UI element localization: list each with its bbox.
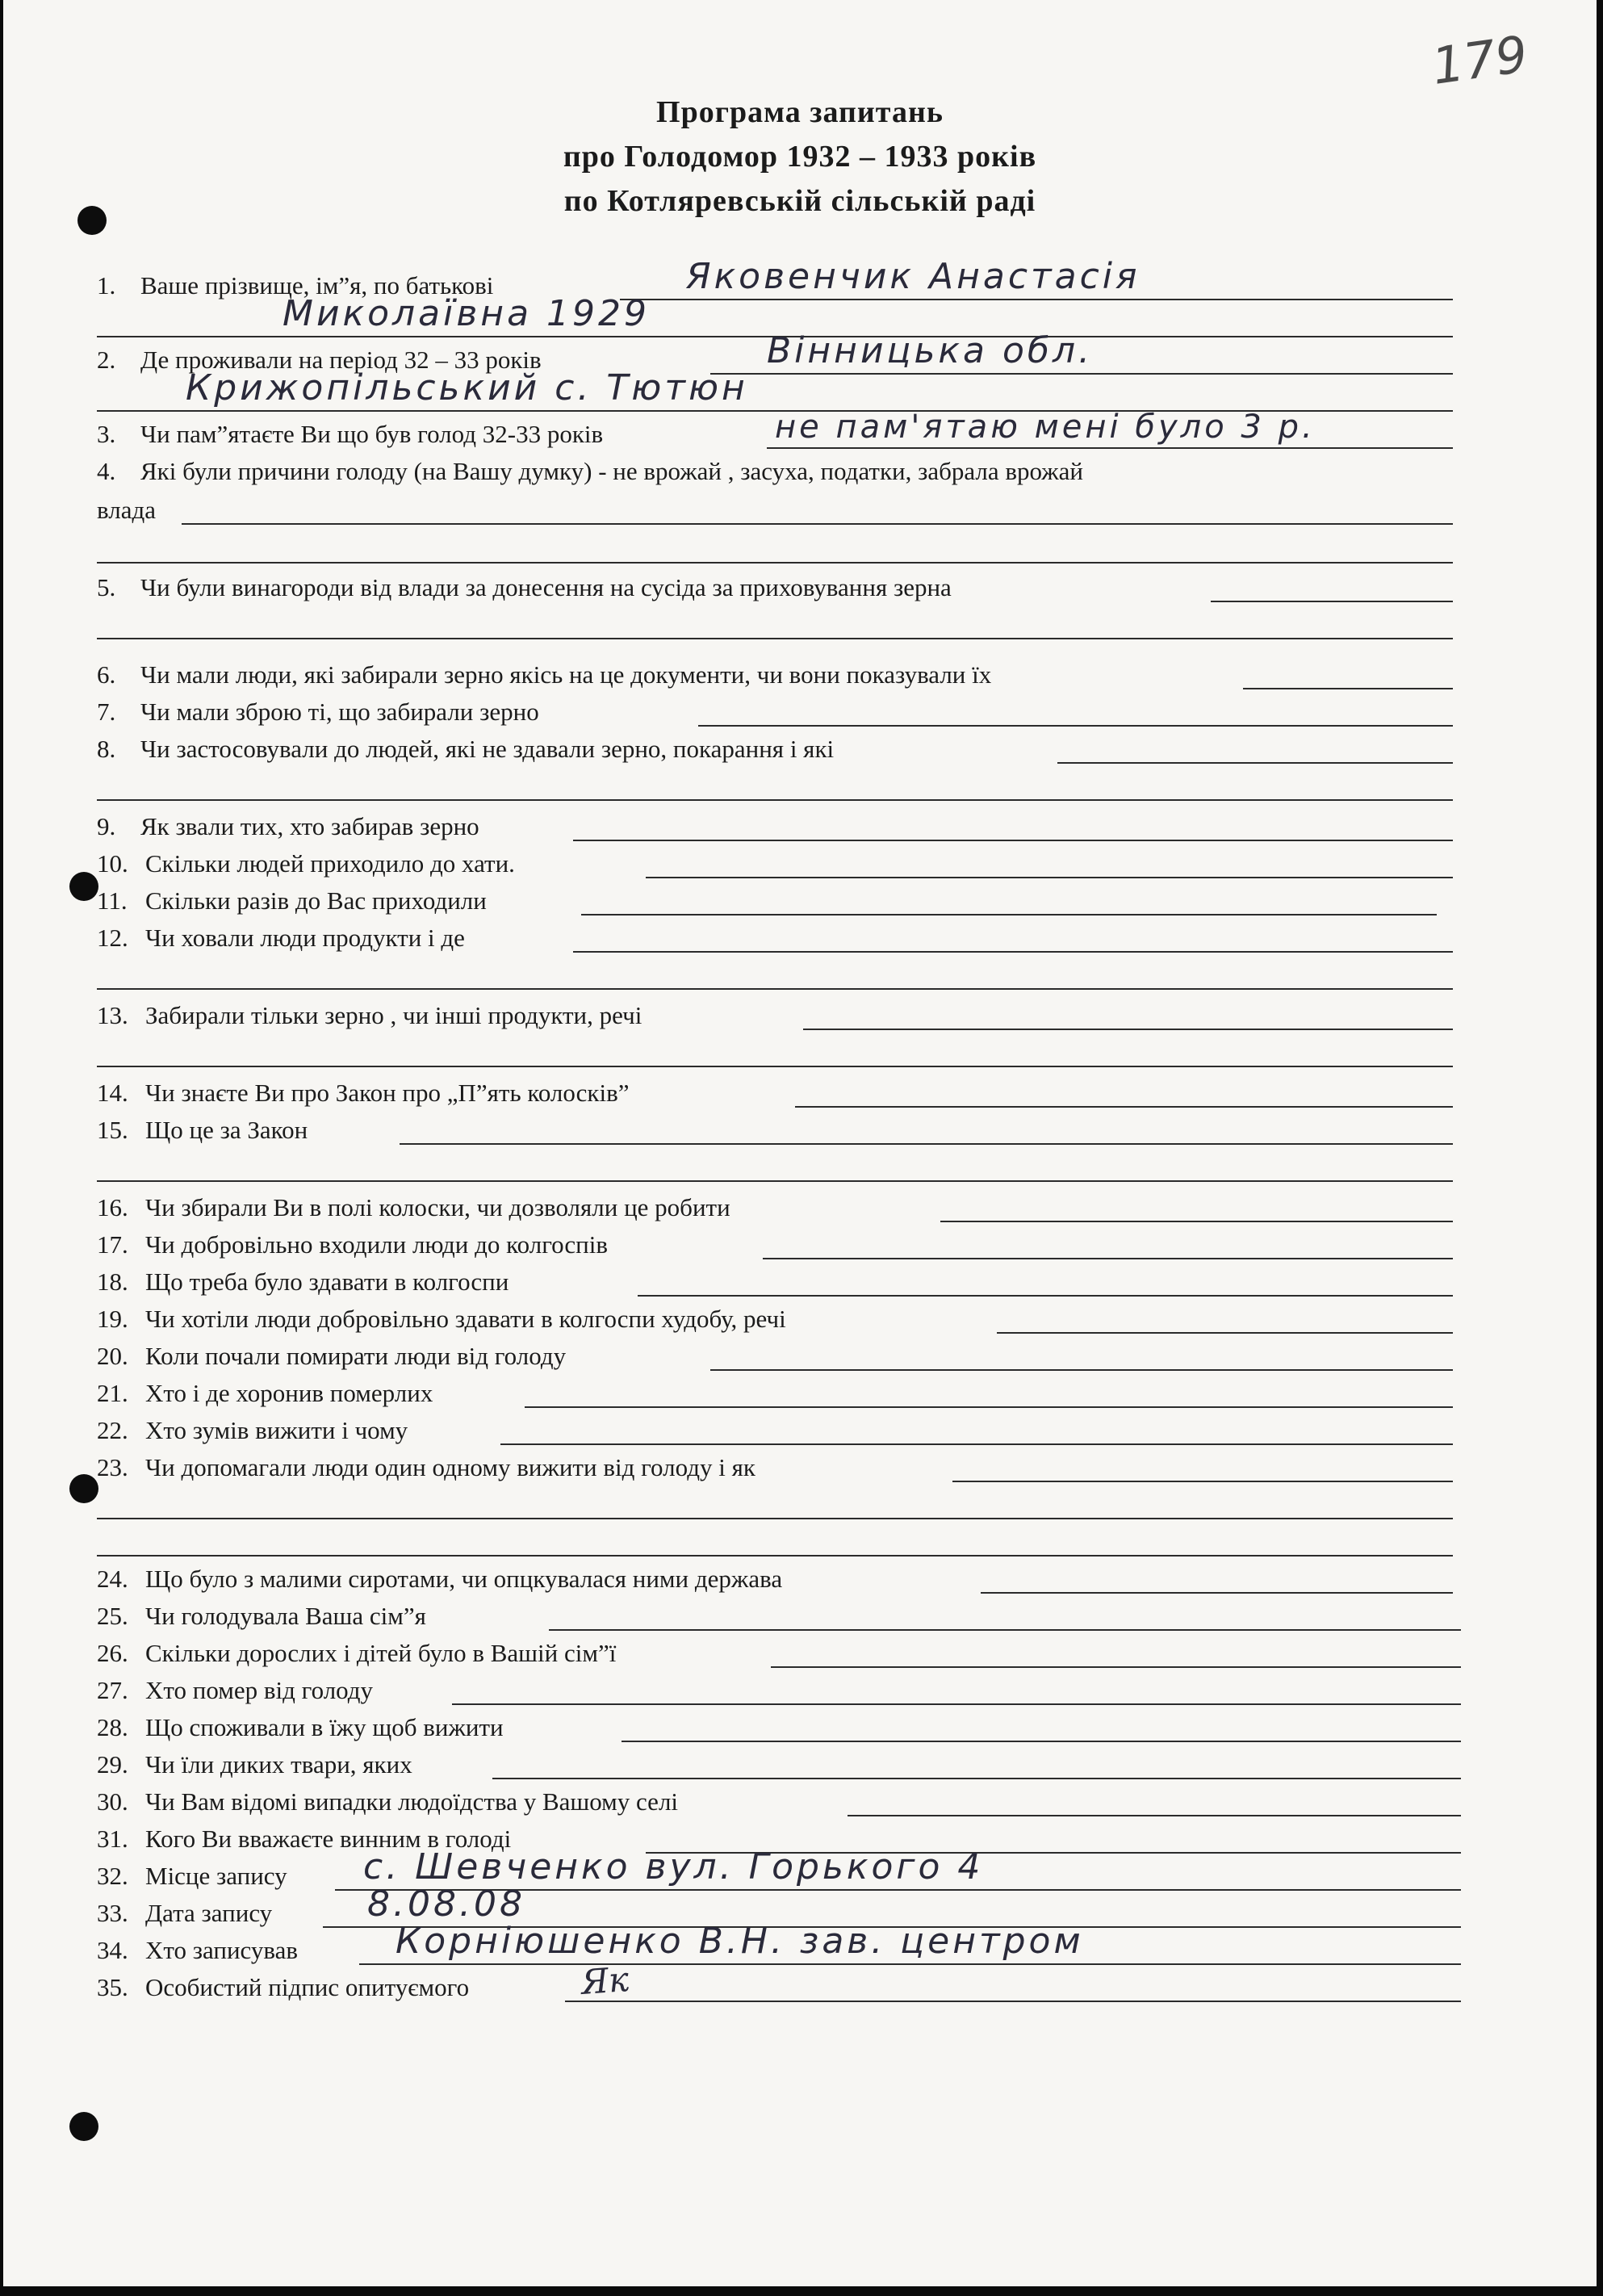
punch-hole-4 [69,2112,98,2141]
question-row [97,1560,1453,1597]
question-row [97,693,1453,730]
answer-line [97,1518,1453,1519]
handwritten-answer: Яковенчик Анастасія [686,256,1141,297]
answer-line [182,523,1453,525]
question-text: Скільки людей приходило до хати. [145,849,515,878]
answer-line [952,1481,1453,1482]
answer-line [698,725,1453,727]
question-number: 1. [97,271,116,300]
answer-line [763,1258,1453,1259]
question-row [97,568,1453,605]
question-text: Хто помер від голоду [145,1676,374,1704]
punch-hole-2 [69,872,98,901]
question-number: 25. [97,1602,128,1630]
answer-line [620,299,1453,300]
question-row [97,882,1437,919]
question-text: Чи їли диких твари, яких [145,1750,412,1779]
question-number: 35. [97,1973,128,2001]
answer-line [97,1066,1453,1067]
question-text: Хто і де хоронив померлих [145,1379,433,1407]
question-row [97,452,1453,489]
answer-line [622,1741,1461,1742]
title-line-2: про Голодомор 1932 – 1933 років [563,140,1037,174]
question-text: Чи допомагали люди один одному вижити від голоду і як [145,1453,755,1481]
question-text: Чи голодувала Ваша сім”я [145,1602,426,1630]
title-line-1: Програма запитань [656,95,944,129]
question-row [97,1597,1461,1634]
respondent-signature: Як [580,1959,630,2002]
question-text: Чи ховали люди продукти і де [145,924,465,952]
question-number: 29. [97,1750,128,1779]
question-row [97,919,1453,956]
question-text: Де проживали на період 32 – 33 років [140,346,542,374]
answer-line [97,1555,1453,1557]
question-text: Скільки разів до Вас приходили [145,886,487,915]
question-text: Дата запису [145,1899,273,1927]
question-row [97,1337,1453,1374]
answer-continuation-row [97,1033,1453,1070]
question-row-continued [97,491,1453,528]
question-text: Чи збирали Ви в полі колоски, чи дозволяли це робити [145,1193,730,1221]
question-row [97,1745,1461,1783]
question-row [97,1959,1461,2005]
answer-continuation-row [97,767,1453,804]
question-text: Чи Вам відомі випадки людоїдства у Вашому селі [145,1787,679,1816]
handwritten-answer: с. Шевченко вул. Горького 4 [363,1846,984,1887]
answer-line [97,988,1453,990]
question-row [97,1374,1453,1411]
handwritten-answer: Корніюшенко В.Н. зав. центром [396,1921,1084,1962]
question-number: 33. [97,1899,128,1927]
answer-line [500,1443,1453,1445]
question-number: 18. [97,1267,128,1296]
question-text: Що споживали в їжу щоб вижити [145,1713,504,1741]
answer-continuation-row [97,1523,1453,1560]
question-row [97,1411,1453,1448]
answer-line [97,1180,1453,1182]
answer-line [492,1778,1461,1779]
answer-line [997,1332,1453,1334]
question-number: 28. [97,1713,128,1741]
handwritten-answer: Вінницька обл. [767,330,1094,371]
question-text: Чи пам”ятаєте Ви що був голод 32-33 років [140,420,604,448]
question-row [97,1188,1453,1226]
question-number: 8. [97,735,116,763]
question-number: 4. [97,457,116,485]
question-number: 34. [97,1936,128,1964]
answer-line [1243,688,1453,689]
answer-line [581,914,1437,915]
question-row [97,844,1453,882]
question-row [97,1448,1453,1485]
answer-line [981,1592,1453,1594]
answer-continuation-row [97,1485,1453,1523]
question-number: 21. [97,1379,128,1407]
question-text: Хто записував [145,1936,299,1964]
answer-line [97,638,1453,639]
question-text: Що треба було здавати в колгоспи [145,1267,509,1296]
question-text: Чи застосовували до людей, які не здавали зерно, покарання і які [140,735,835,763]
answer-line [573,840,1453,841]
answer-line [97,799,1453,801]
questionnaire-page [3,0,1597,2286]
question-number: 27. [97,1676,128,1704]
question-number: 32. [97,1862,128,1890]
punch-hole-3 [69,1474,98,1503]
answer-continuation-row [97,605,1453,643]
answer-line [848,1815,1461,1816]
question-row [97,1634,1461,1671]
question-text: Особистий підпис опитуємого [145,1973,470,2001]
question-text: Кого Ви вважаєте винним в голоді [145,1825,512,1853]
question-row [97,996,1453,1033]
question-row [97,1783,1461,1820]
question-text: Чи добровільно входили люди до колгоспів [145,1230,609,1259]
answer-line [1057,762,1453,764]
question-text: Чи мали зброю ті, що забирали зерно [140,698,539,726]
question-number: 16. [97,1193,128,1221]
question-text: Що було з малими сиротами, чи опцкувалася ними держава [145,1565,783,1593]
question-number: 5. [97,573,116,601]
question-row [97,1263,1453,1300]
question-number: 23. [97,1453,128,1481]
question-number: 6. [97,660,116,689]
question-number: 20. [97,1342,128,1370]
question-number: 12. [97,924,128,952]
answer-line [767,447,1453,449]
question-number: 7. [97,698,116,726]
question-text: Хто зумів вижити і чому [145,1416,408,1444]
question-text: Коли почали помирати люди від голоду [145,1342,567,1370]
question-row [97,807,1453,844]
question-row [97,1300,1453,1337]
answer-line [803,1029,1453,1030]
question-number: 26. [97,1639,128,1667]
question-text: Чи мали люди, які забирали зерно якісь на це документи, чи вони показували їх [140,660,992,689]
archive-page-number: 179 [1428,24,1531,96]
question-text: Чи знаєте Ви про Закон про „П”ять колосків” [145,1079,630,1107]
answer-line [97,562,1453,564]
question-row [97,1708,1461,1745]
answer-line [573,951,1453,953]
question-number: 14. [97,1079,128,1107]
question-row [97,656,1453,693]
question-number: 19. [97,1305,128,1333]
answer-line [525,1406,1453,1408]
question-row [97,1846,1461,1894]
question-number: 13. [97,1001,128,1029]
answer-line [1211,601,1453,602]
question-text: Як звали тих, хто забирав зерно [140,812,479,840]
question-row [97,1226,1453,1263]
handwritten-answer: Миколаївна 1929 [283,293,650,334]
question-text: Чи були винагороди від влади за донесення на сусіда за приховування зерна [140,573,952,601]
question-row [97,1921,1461,1968]
question-number: 24. [97,1565,128,1593]
question-row [97,409,1453,452]
question-row [97,730,1453,767]
question-number: 3. [97,420,116,448]
answer-line [638,1295,1453,1297]
question-text: Скільки дорослих і дітей було в Вашій сім”ї [145,1639,617,1667]
question-number: 22. [97,1416,128,1444]
question-number: 11. [97,886,128,915]
question-number: 31. [97,1825,128,1853]
question-text: Що це за Закон [145,1116,308,1144]
question-number: 15. [97,1116,128,1144]
answer-line [646,877,1453,878]
answer-continuation-row [97,530,1453,567]
question-row [97,1671,1461,1708]
answer-continuation-row [97,1148,1453,1185]
question-number: 17. [97,1230,128,1259]
answer-line [400,1143,1453,1145]
question-number: 9. [97,812,116,840]
answer-line [771,1666,1461,1668]
title-line-3: по Котляревській сільській раді [563,184,1036,218]
answer-line [795,1106,1453,1108]
question-row [97,1111,1453,1148]
answer-line [359,1963,1461,1965]
answer-line [452,1703,1461,1705]
question-text: Які були причини голоду (на Вашу думку) - не врожай , засуха, податки, забрала врожай [140,457,1084,485]
answer-line [940,1221,1453,1222]
question-text: Місце запису [145,1862,287,1890]
question-number: 30. [97,1787,128,1816]
question-text: Чи хотіли люди добровільно здавати в колгоспи худобу, речі [145,1305,786,1333]
question-text: Забирали тільки зерно , чи інші продукти, речі [145,1001,642,1029]
handwritten-answer: 8.08.08 [367,1883,525,1925]
answer-line [710,1369,1453,1371]
question-number: 2. [97,346,116,374]
handwritten-answer: Крижопільський с. Тютюн [186,367,748,409]
answer-line [549,1629,1461,1631]
answer-continuation-row [97,956,1453,993]
question-text: влада [97,496,156,524]
handwritten-answer: не пам'ятаю мені було 3 р. [775,409,1316,446]
question-number: 10. [97,849,128,878]
answer-line [565,2001,1461,2002]
answer-line [710,373,1453,375]
question-row [97,1074,1453,1111]
question-text: Ваше прізвище, ім”я, по батькові [140,271,494,300]
document-title [3,90,1597,224]
